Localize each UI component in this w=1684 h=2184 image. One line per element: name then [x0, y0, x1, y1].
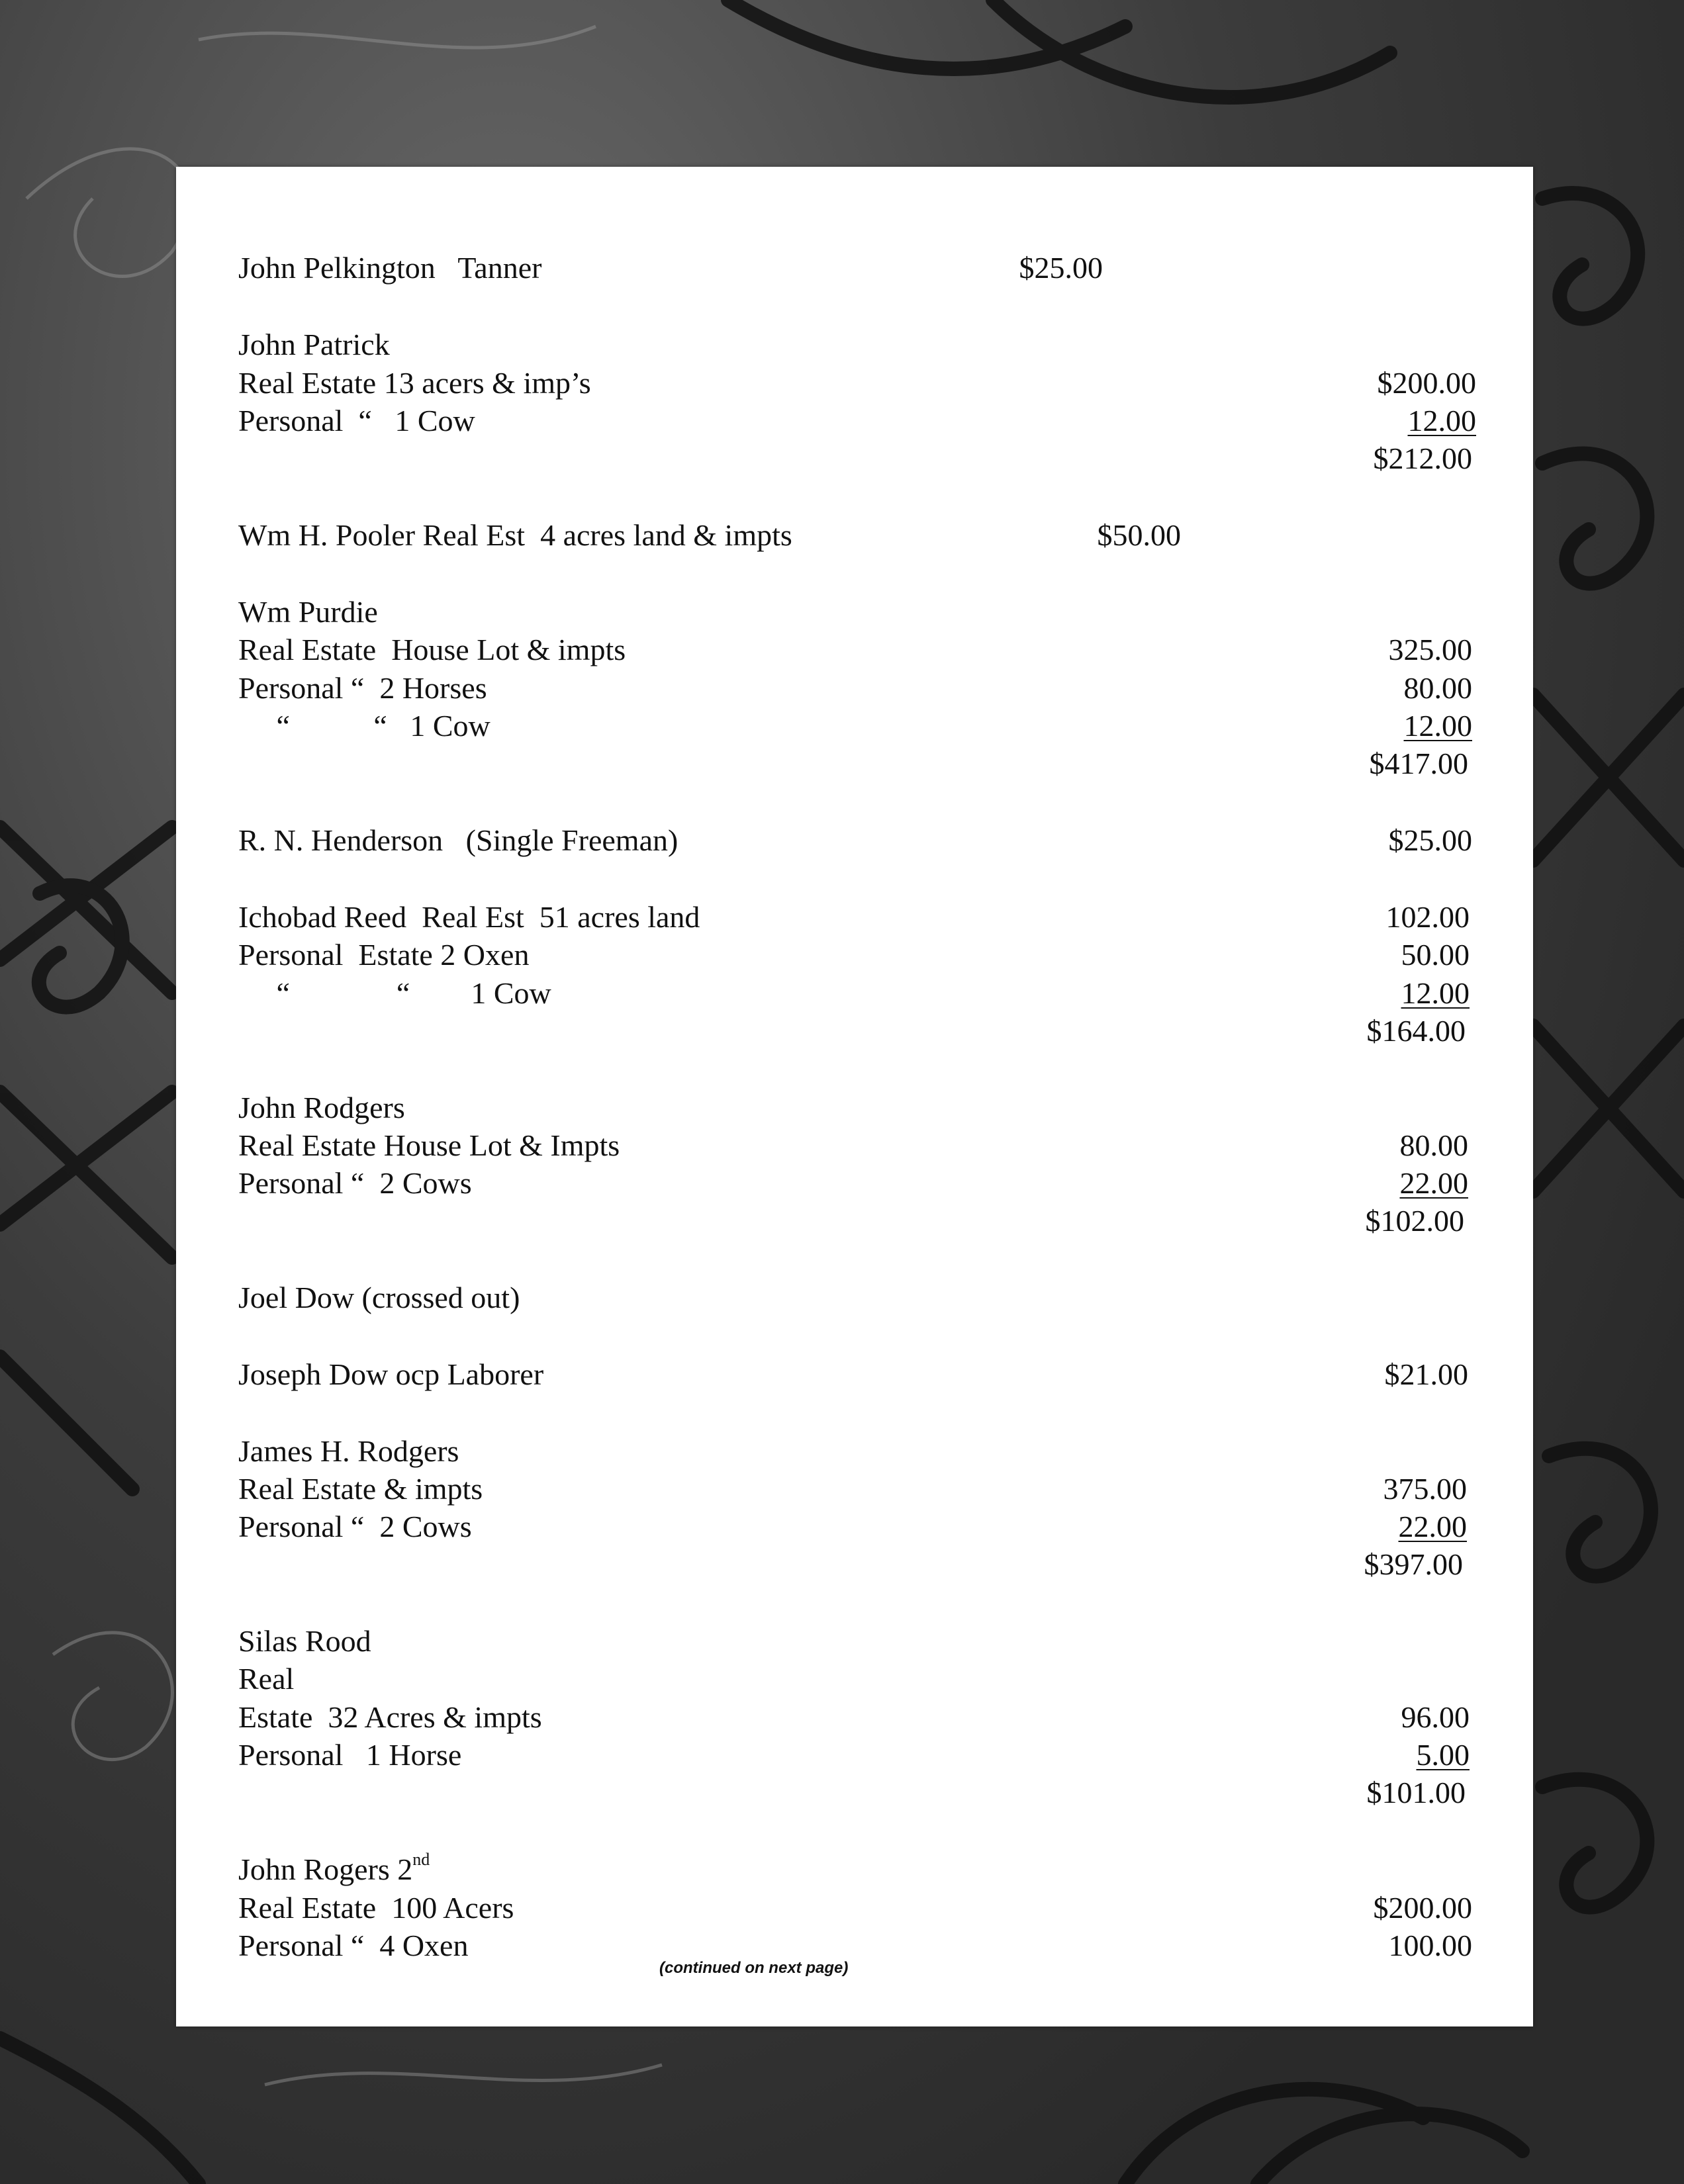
- entry-amount: 12.00: [1403, 709, 1472, 743]
- entry-total: $212.00: [1373, 441, 1472, 475]
- entry-total: $101.00: [1366, 1776, 1466, 1809]
- entry-line: Personal 1 Horse: [238, 1738, 462, 1772]
- entry-name: Wm H. Pooler Real Est 4 acres land & impts: [238, 518, 792, 552]
- entry-name: John Pelkington Tanner: [238, 251, 542, 285]
- entry-line: Real: [238, 1662, 295, 1696]
- entry-amount: $200.00: [1373, 1891, 1472, 1925]
- entry-name: James H. Rodgers: [238, 1434, 459, 1468]
- entry-amount: $50.00: [1097, 518, 1181, 552]
- entry-amount: 102.00: [1385, 900, 1470, 934]
- entry-total: $397.00: [1364, 1547, 1463, 1581]
- entry-line: Estate 32 Acres & impts: [238, 1700, 542, 1734]
- entry-line: Personal “ 2 Cows: [238, 1510, 472, 1543]
- entry-name-text: John Rogers 2: [238, 1852, 413, 1886]
- entry-amount: 12.00: [1407, 404, 1476, 437]
- entry-amount: 325.00: [1388, 633, 1472, 666]
- entry-amount: $200.00: [1377, 366, 1476, 400]
- entry-amount: 22.00: [1398, 1510, 1467, 1543]
- entry-amount: $21.00: [1384, 1357, 1468, 1391]
- entry-name: R. N. Henderson (Single Freeman): [238, 823, 678, 857]
- entry-amount: 80.00: [1399, 1128, 1468, 1162]
- entry-name: Ichobad Reed Real Est 51 acres land: [238, 900, 700, 934]
- entry-amount: 96.00: [1401, 1700, 1470, 1734]
- entry-amount: 375.00: [1383, 1472, 1467, 1506]
- entry-line: Personal “ 4 Oxen: [238, 1929, 469, 1962]
- entry-line: Real Estate 100 Acers: [238, 1891, 514, 1925]
- entry-name: Wm Purdie: [238, 595, 378, 629]
- entry-name: Silas Rood: [238, 1624, 371, 1658]
- entry-amount: 50.00: [1401, 938, 1470, 972]
- entry-line: Real Estate & impts: [238, 1472, 483, 1506]
- entry-line: Personal “ 1 Cow: [238, 404, 475, 437]
- entry-line: Real Estate House Lot & Impts: [238, 1128, 620, 1162]
- entry-amount: $25.00: [1388, 823, 1472, 857]
- entry-amount: 80.00: [1403, 671, 1472, 705]
- entry-line: Personal “ 2 Cows: [238, 1166, 472, 1200]
- entry-line: Personal Estate 2 Oxen: [238, 938, 530, 972]
- entry-amount: 100.00: [1388, 1929, 1472, 1962]
- entry-total: $417.00: [1369, 747, 1468, 780]
- continuation-note: (continued on next page): [659, 1959, 849, 1977]
- entry-name: John Patrick: [238, 328, 390, 361]
- entry-amount: 22.00: [1399, 1166, 1468, 1200]
- entry-total: $164.00: [1366, 1014, 1466, 1048]
- entry-name: Joel Dow (crossed out): [238, 1281, 520, 1314]
- entry-line: Real Estate House Lot & impts: [238, 633, 626, 666]
- entry-line: Real Estate 13 acers & imp’s: [238, 366, 591, 400]
- entry-name: [238, 1850, 430, 1886]
- entry-amount: 5.00: [1416, 1738, 1470, 1772]
- entry-line: “ “ 1 Cow: [238, 709, 491, 743]
- entry-amount: $25.00: [1019, 251, 1103, 285]
- entry-line: “ “ 1 Cow: [238, 976, 551, 1010]
- entry-name: John Rodgers: [238, 1091, 405, 1124]
- entry-total: $102.00: [1365, 1204, 1464, 1238]
- document-page: [176, 167, 1533, 2026]
- entry-amount: 12.00: [1401, 976, 1470, 1010]
- ordinal-suffix: nd: [412, 1850, 430, 1869]
- entry-name: Joseph Dow ocp Laborer: [238, 1357, 544, 1391]
- entry-line: Personal “ 2 Horses: [238, 671, 487, 705]
